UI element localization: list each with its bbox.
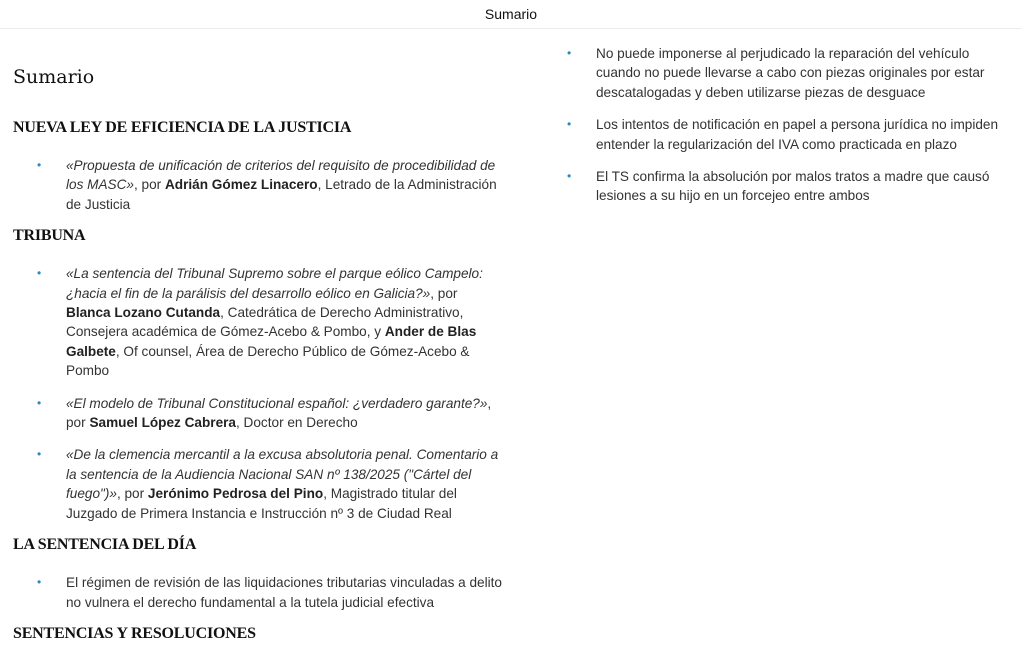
article-title: «El modelo de Tribunal Constitucional español: ¿verdadero garante?» (66, 395, 488, 411)
header-title: Sumario (0, 0, 1022, 29)
author-role: , Catedrática de Derecho Administrativo, Consejera académica de Gómez-Acebo & Pombo, y (66, 305, 464, 340)
section-heading-sentencia-del-dia: LA SENTENCIA DEL DÍA (13, 536, 197, 554)
bullet-icon: • (37, 266, 42, 281)
list-item[interactable] (566, 167, 1006, 206)
bullet-icon: • (567, 169, 572, 184)
item-text: El TS confirma la absolución por malos tratos a madre que causó lesiones a su hijo en un forcejeo entre ambos (596, 169, 990, 204)
article-title: «La sentencia del Tribunal Supremo sobre el parque eólico Campelo: ¿hacia el fin de la parálisis del desarrollo eólico en Galicia?» (66, 266, 483, 301)
section-heading-eficiencia: NUEVA LEY DE EFICIENCIA DE LA JUSTICIA (13, 119, 352, 136)
by-text: , por (116, 486, 148, 502)
list-item[interactable] (13, 156, 503, 214)
article-title: «Propuesta de unificación de criterios del requisito de procedibilidad de los MASC» (66, 158, 496, 193)
summary-left-column (13, 62, 503, 643)
by-text: , por (134, 177, 165, 193)
bullet-icon: • (567, 117, 572, 132)
article-title: «De la clemencia mercantil a la excusa absolutoria penal. Comentario a la sentencia de la Audiencia Nacional SAN nº 138/2025 ("Cártel del fuego")» (66, 447, 499, 502)
item-text: No puede imponerse al perjudicado la reparación del vehículo cuando no puede llevarse a cabo con piezas originales por estar descatalogadas y deben utilizarse piezas de desguace (596, 46, 985, 100)
author-name[interactable]: Samuel López Cabrera (89, 415, 236, 431)
section-list-eficiencia (13, 156, 503, 214)
list-item[interactable] (13, 445, 503, 523)
author-role: , Magistrado titular del Juzgado de Primera Instancia e Instrucción nº 3 de Ciudad Real (66, 486, 457, 521)
author-name[interactable]: Jerónimo Pedrosa del Pino (147, 486, 324, 502)
section-list-tribuna (13, 264, 503, 523)
list-item[interactable] (13, 394, 503, 433)
bullet-icon: • (567, 46, 572, 60)
list-item[interactable] (13, 264, 503, 380)
section-heading-tribuna: TRIBUNA (13, 227, 86, 245)
bullet-icon: • (37, 447, 42, 462)
by-text: , por (430, 285, 458, 301)
section-heading-sentencias-resoluciones: SENTENCIAS Y RESOLUCIONES (13, 624, 256, 642)
summary-right-column (566, 44, 1006, 219)
page-title: Sumario (13, 66, 95, 88)
right-list (566, 44, 1006, 206)
item-text: El régimen de revisión de las liquidaciones tributarias vinculadas a delito no vulnera el derecho fundamental a la tutela judicial efectiva (66, 575, 502, 610)
bullet-icon: • (37, 395, 42, 410)
list-item[interactable] (13, 573, 503, 612)
author-name[interactable]: Adrián Gómez Linacero (164, 177, 318, 193)
list-item[interactable] (566, 115, 1006, 154)
author-role-2: , Of counsel, Área de Derecho Público de Gómez-Acebo & Pombo (66, 343, 470, 379)
author-role: , Doctor en Derecho (236, 415, 358, 431)
list-item[interactable] (566, 44, 1006, 102)
bullet-icon: • (37, 575, 42, 590)
author-name[interactable]: Blanca Lozano Cutanda (66, 305, 221, 321)
section-list-sentencia-del-dia (13, 573, 503, 612)
bullet-icon: • (37, 158, 42, 172)
item-text: Los intentos de notificación en papel a persona jurídica no impiden entender la regularización del IVA como practicada en plazo (596, 117, 999, 152)
by-text: , por (66, 395, 492, 431)
author-name-2[interactable]: Ander de Blas Galbete (66, 324, 477, 359)
author-role: , Letrado de la Administración de Justicia (66, 177, 497, 212)
